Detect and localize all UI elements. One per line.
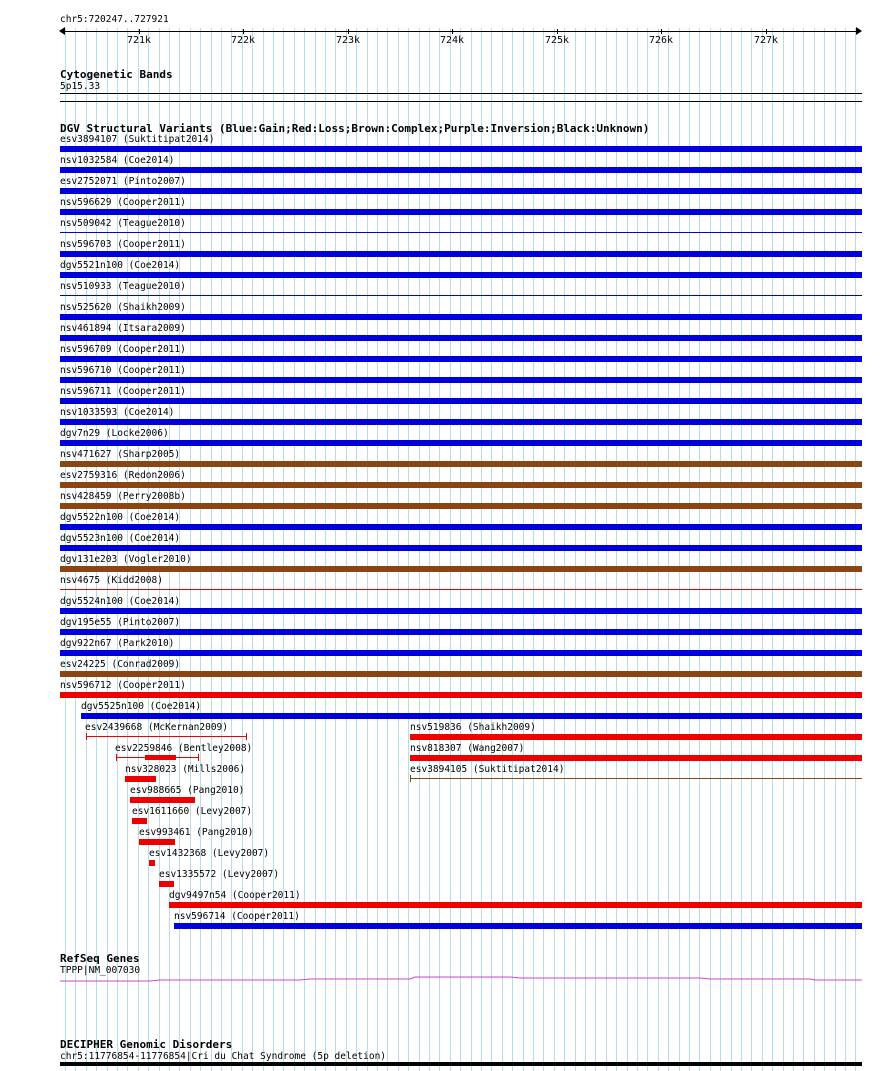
sv-bracket-cap: [410, 775, 411, 782]
sv-feature-bar[interactable]: [60, 356, 862, 362]
ruler-tick-label: 723k: [335, 35, 361, 46]
sv-label: nsv818307 (Wang2007): [410, 743, 525, 754]
sv-feature-bar[interactable]: [60, 188, 862, 194]
sv-label: nsv596711 (Cooper2011): [60, 386, 186, 397]
sv-label: nsv510933 (Teague2010): [60, 281, 186, 292]
sv-feature-bar[interactable]: [60, 335, 862, 341]
sv-label: nsv461894 (Itsara2009): [60, 323, 186, 334]
sv-feature-bar[interactable]: [60, 629, 862, 635]
refseq-gene-label: TPPP|NM_007030: [60, 965, 141, 976]
sv-bracket-cap: [116, 754, 117, 761]
ruler-tick-mark: [452, 29, 453, 34]
sv-feature-bar[interactable]: [60, 314, 862, 320]
sv-label: esv1335572 (Levy2007): [159, 869, 280, 880]
sv-feature-bar[interactable]: [60, 398, 862, 404]
sv-label: dgv131e203 (Vogler2010): [60, 554, 192, 565]
sv-feature-bar[interactable]: [60, 167, 862, 173]
sv-feature-bar[interactable]: [60, 482, 862, 488]
sv-feature-bar[interactable]: [60, 650, 862, 656]
sv-label: esv24225 (Conrad2009): [60, 659, 181, 670]
sv-feature-bar[interactable]: [125, 776, 156, 782]
sv-feature-bar[interactable]: [60, 545, 862, 551]
ruler-tick-mark: [661, 29, 662, 34]
sv-label: nsv596710 (Cooper2011): [60, 365, 186, 376]
sv-label: esv1611660 (Levy2007): [132, 806, 253, 817]
sv-label: nsv519836 (Shaikh2009): [410, 722, 536, 733]
sv-feature-core[interactable]: [145, 755, 176, 760]
decipher-item-bar[interactable]: [60, 1062, 862, 1066]
sv-label: nsv1033593 (Coe2014): [60, 407, 175, 418]
sv-label: esv2439668 (McKernan2009): [85, 722, 228, 733]
sv-feature-bar[interactable]: [60, 566, 862, 572]
sv-feature-bar[interactable]: [410, 734, 862, 740]
sv-label: nsv471627 (Sharp2005): [60, 449, 181, 460]
sv-bracket-cap: [198, 754, 199, 761]
sv-feature-bar[interactable]: [60, 272, 862, 278]
sv-label: nsv596703 (Cooper2011): [60, 239, 186, 250]
sv-label: esv3894107 (Suktitipat2014): [60, 134, 215, 145]
ruler-tick-label: 726k: [648, 35, 674, 46]
sv-feature-bar[interactable]: [60, 671, 862, 677]
refseq-track-title: RefSeq Genes: [60, 952, 140, 965]
sv-label: nsv4675 (Kidd2008): [60, 575, 163, 586]
sv-label: esv2752071 (Pinto2007): [60, 176, 186, 187]
cytoband-bar[interactable]: [60, 93, 862, 94]
sv-feature-bar[interactable]: [169, 902, 862, 908]
ruler-location: chr5:720247..727921: [60, 14, 169, 25]
sv-label: nsv509042 (Teague2010): [60, 218, 186, 229]
sv-feature-bar[interactable]: [60, 232, 862, 233]
sv-feature-bar[interactable]: [60, 377, 862, 383]
sv-feature-bar[interactable]: [60, 209, 862, 215]
sv-feature-bar[interactable]: [410, 755, 862, 761]
sv-feature-bar[interactable]: [60, 503, 862, 509]
sv-feature-bar[interactable]: [60, 524, 862, 530]
sv-label: nsv596712 (Cooper2011): [60, 680, 186, 691]
refseq-gene-line: [60, 977, 862, 981]
sv-label: esv3894105 (Suktitipat2014): [410, 764, 565, 775]
sv-label: esv2759316 (Redon2006): [60, 470, 186, 481]
ruler-tick-mark: [348, 29, 349, 34]
decipher-item-label: chr5:11776854-11776854|Cri du Chat Syndrome (5p deletion): [60, 1051, 387, 1062]
decipher-track-title: DECIPHER Genomic Disorders: [60, 1038, 233, 1051]
sv-feature-bar[interactable]: [60, 608, 862, 614]
sv-feature-bar[interactable]: [174, 923, 862, 929]
sv-feature-bar[interactable]: [86, 736, 246, 737]
sv-label: esv993461 (Pang2010): [139, 827, 254, 838]
sv-label: dgv5521n100 (Coe2014): [60, 260, 181, 271]
sv-feature-bar[interactable]: [81, 713, 862, 719]
ruler-axis: [62, 31, 860, 32]
ruler-tick-mark: [557, 29, 558, 34]
sv-feature-bar[interactable]: [159, 881, 174, 887]
sv-bracket-cap: [86, 733, 87, 740]
sv-feature-bar[interactable]: [60, 440, 862, 446]
sv-feature-bar[interactable]: [132, 818, 147, 824]
sv-label: nsv596709 (Cooper2011): [60, 344, 186, 355]
ruler-left-arrow: [59, 27, 65, 35]
dgv-track-title: DGV Structural Variants (Blue:Gain;Red:Loss;Brown:Complex;Purple:Inversion;Black:Unknown): [60, 122, 650, 135]
sv-label: dgv5524n100 (Coe2014): [60, 596, 181, 607]
sv-label: dgv5525n100 (Coe2014): [81, 701, 202, 712]
sv-feature-bar[interactable]: [60, 146, 862, 152]
sv-label: esv1432368 (Levy2007): [149, 848, 270, 859]
cytobands-title: Cytogenetic Bands: [60, 68, 173, 81]
sv-label: nsv328023 (Mills2006): [125, 764, 246, 775]
sv-bracket-cap: [246, 733, 247, 740]
sv-label: nsv525620 (Shaikh2009): [60, 302, 186, 313]
ruler-tick-mark: [243, 29, 244, 34]
sv-feature-bar[interactable]: [139, 839, 175, 845]
sv-feature-bar[interactable]: [60, 419, 862, 425]
ruler-tick-mark: [766, 29, 767, 34]
ruler-right-arrow: [856, 27, 862, 35]
sv-feature-bar[interactable]: [60, 461, 862, 467]
sv-label: dgv5522n100 (Coe2014): [60, 512, 181, 523]
sv-label: dgv195e55 (Pinto2007): [60, 617, 181, 628]
sv-feature-bar[interactable]: [60, 251, 862, 257]
sv-label: dgv9497n54 (Cooper2011): [169, 890, 301, 901]
sv-feature-bar[interactable]: [60, 692, 862, 698]
sv-label: nsv596629 (Cooper2011): [60, 197, 186, 208]
sv-label: nsv1032584 (Coe2014): [60, 155, 175, 166]
sv-label: dgv7n29 (Locke2006): [60, 428, 169, 439]
sv-label: dgv5523n100 (Coe2014): [60, 533, 181, 544]
ruler-tick-label: 722k: [230, 35, 256, 46]
ruler-tick-label: 721k: [126, 35, 152, 46]
sv-label: nsv596714 (Cooper2011): [174, 911, 300, 922]
cytoband-label: 5p15.33: [60, 81, 101, 92]
ruler-tick-mark: [139, 29, 140, 34]
sv-feature-bar[interactable]: [149, 860, 155, 866]
sv-feature-bar[interactable]: [60, 589, 862, 590]
sv-label: nsv428459 (Perry2008b): [60, 491, 186, 502]
ruler-tick-label: 727k: [753, 35, 779, 46]
sv-feature-bar[interactable]: [60, 295, 862, 296]
refseq-gene-feature[interactable]: [0, 970, 890, 986]
sv-label: esv988665 (Pang2010): [130, 785, 245, 796]
sv-feature-bar[interactable]: [130, 797, 195, 803]
cytoband-bar-bottom: [60, 101, 862, 102]
ruler-tick-label: 724k: [439, 35, 465, 46]
sv-label: esv2259846 (Bentley2008): [115, 743, 253, 754]
sv-label: dgv922n67 (Park2010): [60, 638, 175, 649]
ruler-tick-label: 725k: [544, 35, 570, 46]
sv-feature-bar[interactable]: [410, 778, 862, 779]
